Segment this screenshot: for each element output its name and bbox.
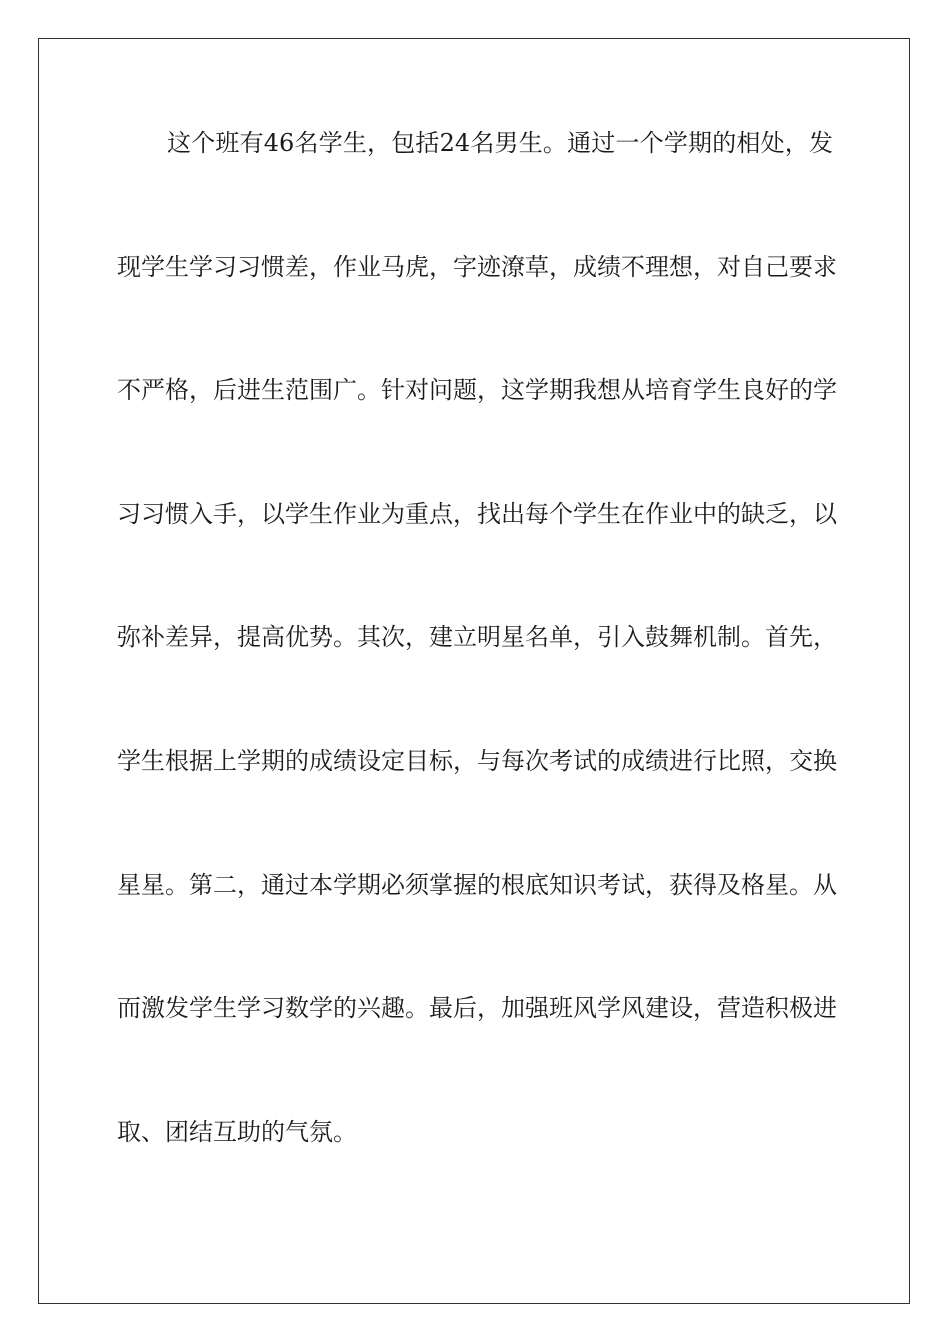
- text-line: 学生根据上学期的成绩设定目标，与每次考试的成绩进行比照，交换: [117, 746, 837, 775]
- text-line: 习习惯入手，以学生作业为重点，找出每个学生在作业中的缺乏，以: [117, 499, 837, 528]
- text-line: 弥补差异，提高优势。其次，建立明星名单，引入鼓舞机制。首先，: [117, 623, 837, 652]
- text-line: 星星。第二，通过本学期必须掌握的根底知识考试，获得及格星。从: [117, 870, 837, 899]
- text-line: 现学生学习习惯差，作业马虎，字迹潦草，成绩不理想，对自己要求: [117, 252, 837, 281]
- text-line: 而激发学生学习数学的兴趣。最后，加强班风学风建设，营造积极进: [117, 994, 837, 1023]
- page-border: [38, 38, 910, 1304]
- text-line: 取、团结互助的气氛。: [117, 1117, 357, 1146]
- text-line: 不严格，后进生范围广。针对问题，这学期我想从培育学生良好的学: [117, 376, 837, 405]
- body-paragraph: [117, 129, 837, 1243]
- text-line: 这个班有46名学生，包括24名男生。通过一个学期的相处，发: [167, 129, 833, 157]
